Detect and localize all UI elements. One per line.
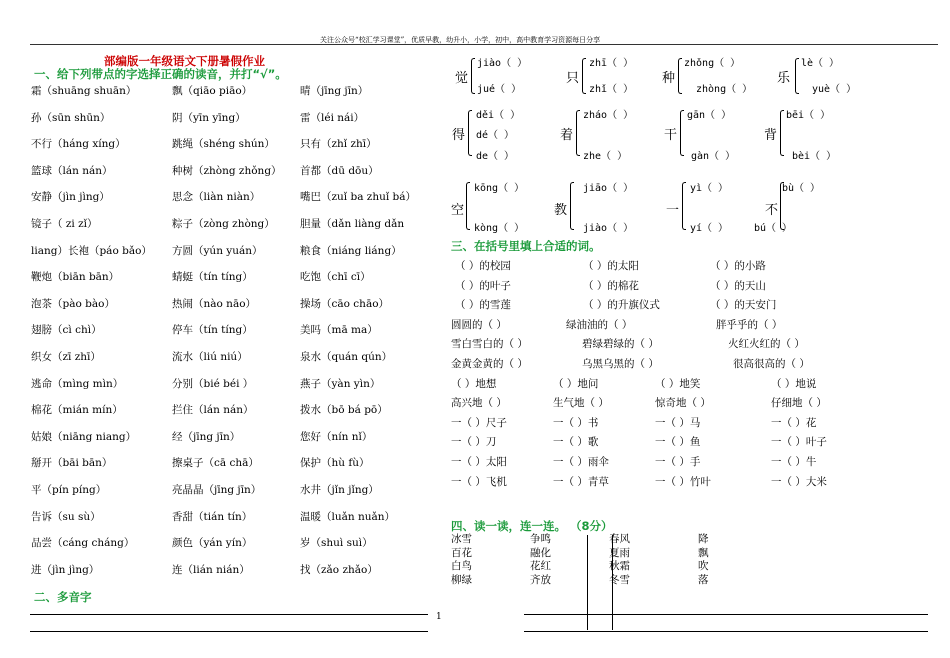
fill-item: 一（ ）书 (553, 416, 599, 429)
pinyin-item: 鞭炮（biān bān） (31, 271, 120, 284)
pinyin-item: 织女（zī zhī） (31, 351, 101, 363)
pinyin-item: 不行（háng xíng） (31, 138, 126, 151)
pinyin-item: 热闹（nào nāo） (172, 297, 257, 310)
duoyin-bot: bèi（ ） (792, 151, 837, 162)
pinyin-item: 晴（jīng jīn） (300, 85, 369, 97)
pinyin-item: 蜻蜓（tín tíng） (172, 271, 253, 284)
pinyin-item: 种树（zhòng zhǒng） (172, 164, 282, 177)
match-word: 秋霜 (609, 560, 630, 572)
duoyin-top: zhǒng（ ） (684, 58, 741, 69)
pinyin-item: 美吗（mā ma） (300, 324, 378, 337)
pinyin-item: 连（lián nián） (172, 563, 250, 576)
section-1-heading: 一、给下列带点的字选择正确的读音，并打“√”。 (34, 67, 287, 81)
pinyin-item: 操场（cāo chāo） (300, 297, 390, 310)
pinyin-item: 粮食（niáng liáng） (300, 244, 402, 257)
fill-item: （ ）的小路 (710, 260, 766, 272)
fill-item: 仔细地（ ） (771, 397, 827, 410)
fill-item: 一（ ）马 (655, 416, 701, 429)
pinyin-item: 翅膀（cì chì） (31, 324, 102, 337)
pinyin-item: 温暖（luǎn nuǎn） (300, 510, 396, 523)
fill-item: （ ）地说 (771, 377, 817, 390)
pinyin-item: 拨水（bō bá pō） (300, 404, 388, 417)
match-word: 落 (698, 573, 709, 586)
pinyin-item: 保护（hù fù） (300, 457, 370, 470)
match-word: 百花 (451, 546, 472, 559)
fill-item: 金黄金黄的（ ） (451, 358, 528, 370)
fill-item: 一（ ）竹叶 (655, 475, 711, 488)
page-title: 部编版一年级语文下册暑假作业 (104, 54, 265, 68)
fill-item: （ ）地想 (451, 377, 497, 390)
pinyin-item: 思念（liàn niàn） (172, 191, 261, 204)
page-header: 关注公众号“校汇学习课堂”，优质早教，幼升小，小学，初中，高中教育学习资源每日分享 (320, 36, 601, 44)
duoyin-bot: jué（ ） (477, 84, 522, 95)
fill-item: 高兴地（ ） (451, 397, 507, 410)
fill-item: 一（ ）太阳 (451, 456, 507, 468)
pinyin-item: 跳绳（shéng shún） (172, 138, 275, 151)
fill-item: 一（ ）叶子 (771, 436, 827, 449)
pinyin-item: 擦桌子（cā chā） (172, 457, 259, 470)
duoyin-bot: zhǐ（ ） (589, 84, 634, 95)
brace (780, 110, 784, 156)
fill-item: 一（ ）鱼 (655, 436, 701, 449)
footer-rule-left-2 (30, 631, 428, 632)
fill-item: 一（ ）大米 (771, 475, 827, 488)
section-2-heading: 二、多音字 (34, 590, 92, 604)
duoyin-top: zháo（ ） (583, 110, 634, 121)
pinyin-item: 拦住（lán nán） (172, 404, 254, 417)
duoyin-top: zhī（ ） (589, 58, 634, 69)
fill-item: （ ）的太阳 (583, 260, 639, 272)
fill-item: 一（ ）飞机 (451, 475, 507, 488)
fill-item: （ ）的雪莲 (455, 299, 511, 312)
duoyin-char: 空 (451, 203, 465, 218)
duoyin-char: 乐 (777, 71, 791, 86)
pinyin-item: 首都（dū dōu） (300, 164, 379, 177)
footer-rule-right (524, 614, 928, 615)
duoyin-bot: gàn（ ） (691, 151, 736, 162)
pinyin-item: 香甜（tián tín） (172, 510, 253, 523)
pinyin-item: 镜子（ zi zǐ） (31, 218, 98, 230)
fill-item: （ ）的叶子 (455, 279, 511, 292)
match-word: 冰雪 (451, 533, 472, 545)
fill-item: 绿油油的（ ） (566, 318, 633, 331)
fill-item: 一（ ）尺子 (451, 416, 507, 429)
fill-item: （ ）的校园 (455, 260, 511, 272)
pinyin-item: 阴（yīn yīng） (172, 111, 246, 124)
brace (582, 58, 586, 94)
duoyin-char: 不 (765, 203, 779, 218)
fill-item: 一（ ）歌 (553, 436, 599, 449)
pinyin-item: 霜（shuāng shuān） (31, 85, 137, 97)
duoyin-bot: jiào（ ） (583, 223, 634, 234)
pinyin-item: 安静（jìn jìng） (31, 191, 110, 204)
fill-item: （ ）的天山 (710, 279, 766, 292)
match-word: 争鸣 (530, 533, 551, 545)
match-word: 夏雨 (609, 546, 630, 559)
duoyin-top: děi（ ） (476, 110, 521, 121)
duoyin-char: 着 (560, 128, 574, 143)
fill-item: 乌黑乌黑的（ ） (582, 358, 659, 370)
pinyin-item: 经（jīng jīn） (172, 430, 241, 443)
fill-item: （ ）的棉花 (583, 279, 639, 292)
fill-item: 一（ ）牛 (771, 456, 817, 468)
fill-item: 圆圆的（ ） (451, 318, 507, 331)
page-number: 1 (436, 612, 442, 622)
duoyin-char: 觉 (455, 71, 469, 86)
duoyin-char: 背 (764, 128, 778, 143)
brace (471, 58, 475, 94)
duoyin-top: lè（ ） (801, 58, 840, 69)
fill-item: 一（ ）花 (771, 416, 817, 429)
pinyin-item: liang）长袍（páo bǎo） (31, 244, 152, 257)
fill-item: 一（ ）青草 (553, 475, 609, 488)
duoyin-top: kōng（ ） (474, 183, 525, 194)
duoyin-top: bēi（ ） (786, 110, 831, 121)
fill-item: （ ）的升旗仪式 (583, 299, 660, 312)
pinyin-item: 掰开（bāi bān） (31, 457, 113, 470)
duoyin-mid: dé（ ） (476, 130, 515, 141)
pinyin-item: 停车（tín tíng） (172, 324, 253, 337)
duoyin-bot: yí（ ） (690, 223, 729, 234)
fill-item: 一（ ）手 (655, 456, 701, 468)
pinyin-item: 颜色（yán yín） (172, 537, 253, 550)
divider (587, 535, 588, 630)
pinyin-item: 吃饱（chī cī） (300, 271, 371, 284)
duoyin-bot: yuè（ ） (812, 84, 857, 95)
footer-rule-right-2 (524, 631, 928, 632)
duoyin-top: jiāo（ ） (583, 183, 634, 194)
brace (678, 58, 682, 94)
pinyin-item: 方圆（yún yuán） (172, 244, 263, 257)
fill-item: 胖乎乎的（ ） (716, 318, 783, 331)
pinyin-item: 流水（liú niú） (172, 351, 248, 363)
match-word: 吹 (698, 560, 709, 572)
pinyin-item: 您好（nín nǐ） (300, 430, 373, 443)
pinyin-item: 棉花（mián mín） (31, 404, 123, 417)
fill-item: 雪白雪白的（ ） (451, 338, 528, 351)
divider (612, 535, 613, 630)
duoyin-bot: kòng（ ） (474, 223, 525, 234)
match-word: 柳绿 (451, 573, 472, 586)
pinyin-item: 泡茶（pào bào） (31, 297, 115, 310)
duoyin-bot: zhe（ ） (583, 151, 628, 162)
duoyin-char: 教 (554, 203, 568, 218)
duoyin-char: 一 (666, 203, 680, 218)
duoyin-bot: zhòng（ ） (696, 84, 753, 95)
match-word: 花红 (530, 560, 551, 572)
brace (795, 58, 799, 94)
match-word: 降 (698, 533, 709, 545)
pinyin-item: 飘（qiāo piāo） (172, 85, 253, 97)
pinyin-item: 逃命（mìng mìn） (31, 377, 124, 390)
pinyin-item: 姑娘（niāng niang） (31, 430, 137, 443)
fill-item: （ ）地笑 (655, 377, 701, 390)
pinyin-item: 孙（sūn shūn） (31, 111, 111, 124)
section-4-heading: 四、读一读，连一连。 （8分） (451, 519, 613, 533)
pinyin-item: 告诉（su sù） (31, 510, 101, 523)
brace (576, 110, 580, 156)
pinyin-item: 品尝（cáng cháng） (31, 537, 135, 550)
pinyin-item: 岁（shuì suì） (300, 537, 373, 550)
duoyin-char: 得 (452, 128, 466, 143)
match-word: 齐放 (530, 573, 551, 586)
pinyin-item: 嘴巴（zuǐ ba zhuǐ bá） (300, 191, 417, 204)
fill-item: 一（ ）刀 (451, 436, 497, 449)
duoyin-bot: bú（ ） (754, 223, 793, 234)
fill-item: 生气地（ ） (553, 397, 609, 410)
pinyin-item: 只有（zhǐ zhī） (300, 138, 377, 151)
match-word: 融化 (530, 546, 551, 559)
fill-item: 很高很高的（ ） (733, 358, 810, 370)
match-word: 飘 (698, 546, 709, 559)
pinyin-item: 进（jìn jìng） (31, 563, 100, 576)
fill-item: 惊奇地（ ） (655, 397, 711, 410)
pinyin-item: 平（pín píng） (31, 484, 107, 496)
brace (680, 110, 684, 156)
fill-item: 碧绿碧绿的（ ） (582, 338, 659, 351)
match-word: 白鸟 (451, 560, 472, 572)
brace (570, 182, 574, 230)
duoyin-char: 种 (662, 71, 676, 86)
duoyin-top: bù（ ） (782, 183, 821, 194)
match-word: 春风 (609, 533, 630, 545)
section-3-heading: 三、在括号里填上合适的词。 (451, 239, 601, 253)
pinyin-item: 雷（léi nái） (300, 111, 365, 124)
duoyin-char: 干 (664, 128, 678, 143)
footer-rule-left (30, 614, 428, 615)
pinyin-item: 篮球（lán nán） (31, 164, 113, 177)
pinyin-item: 水井（jǐn jǐng） (300, 484, 379, 496)
duoyin-char: 只 (566, 71, 580, 86)
match-word: 冬雪 (609, 573, 630, 586)
duoyin-top: yì（ ） (690, 183, 729, 194)
brace (468, 110, 472, 156)
duoyin-bot: de（ ） (476, 151, 515, 162)
pinyin-item: 燕子（yàn yìn） (300, 377, 381, 390)
fill-item: 一（ ）雨伞 (553, 456, 609, 468)
fill-item: （ ）的天安门 (710, 299, 777, 312)
pinyin-item: 胆量（dǎn liàng dǎn (300, 218, 405, 230)
pinyin-item: 亮晶晶（jīng jīn） (172, 484, 262, 496)
duoyin-top: jiào（ ） (477, 58, 528, 69)
pinyin-item: 粽子（zòng zhòng） (172, 218, 275, 230)
pinyin-item: 泉水（quán qún） (300, 351, 393, 363)
brace (466, 182, 470, 230)
fill-item: 火红火红的（ ） (728, 338, 805, 351)
brace (682, 182, 686, 230)
fill-item: （ ）地问 (553, 377, 599, 390)
pinyin-item: 找（zǎo zhǎo） (300, 563, 378, 576)
pinyin-item: 分别（bié béi ） (172, 377, 254, 390)
duoyin-top: gān（ ） (687, 110, 732, 121)
